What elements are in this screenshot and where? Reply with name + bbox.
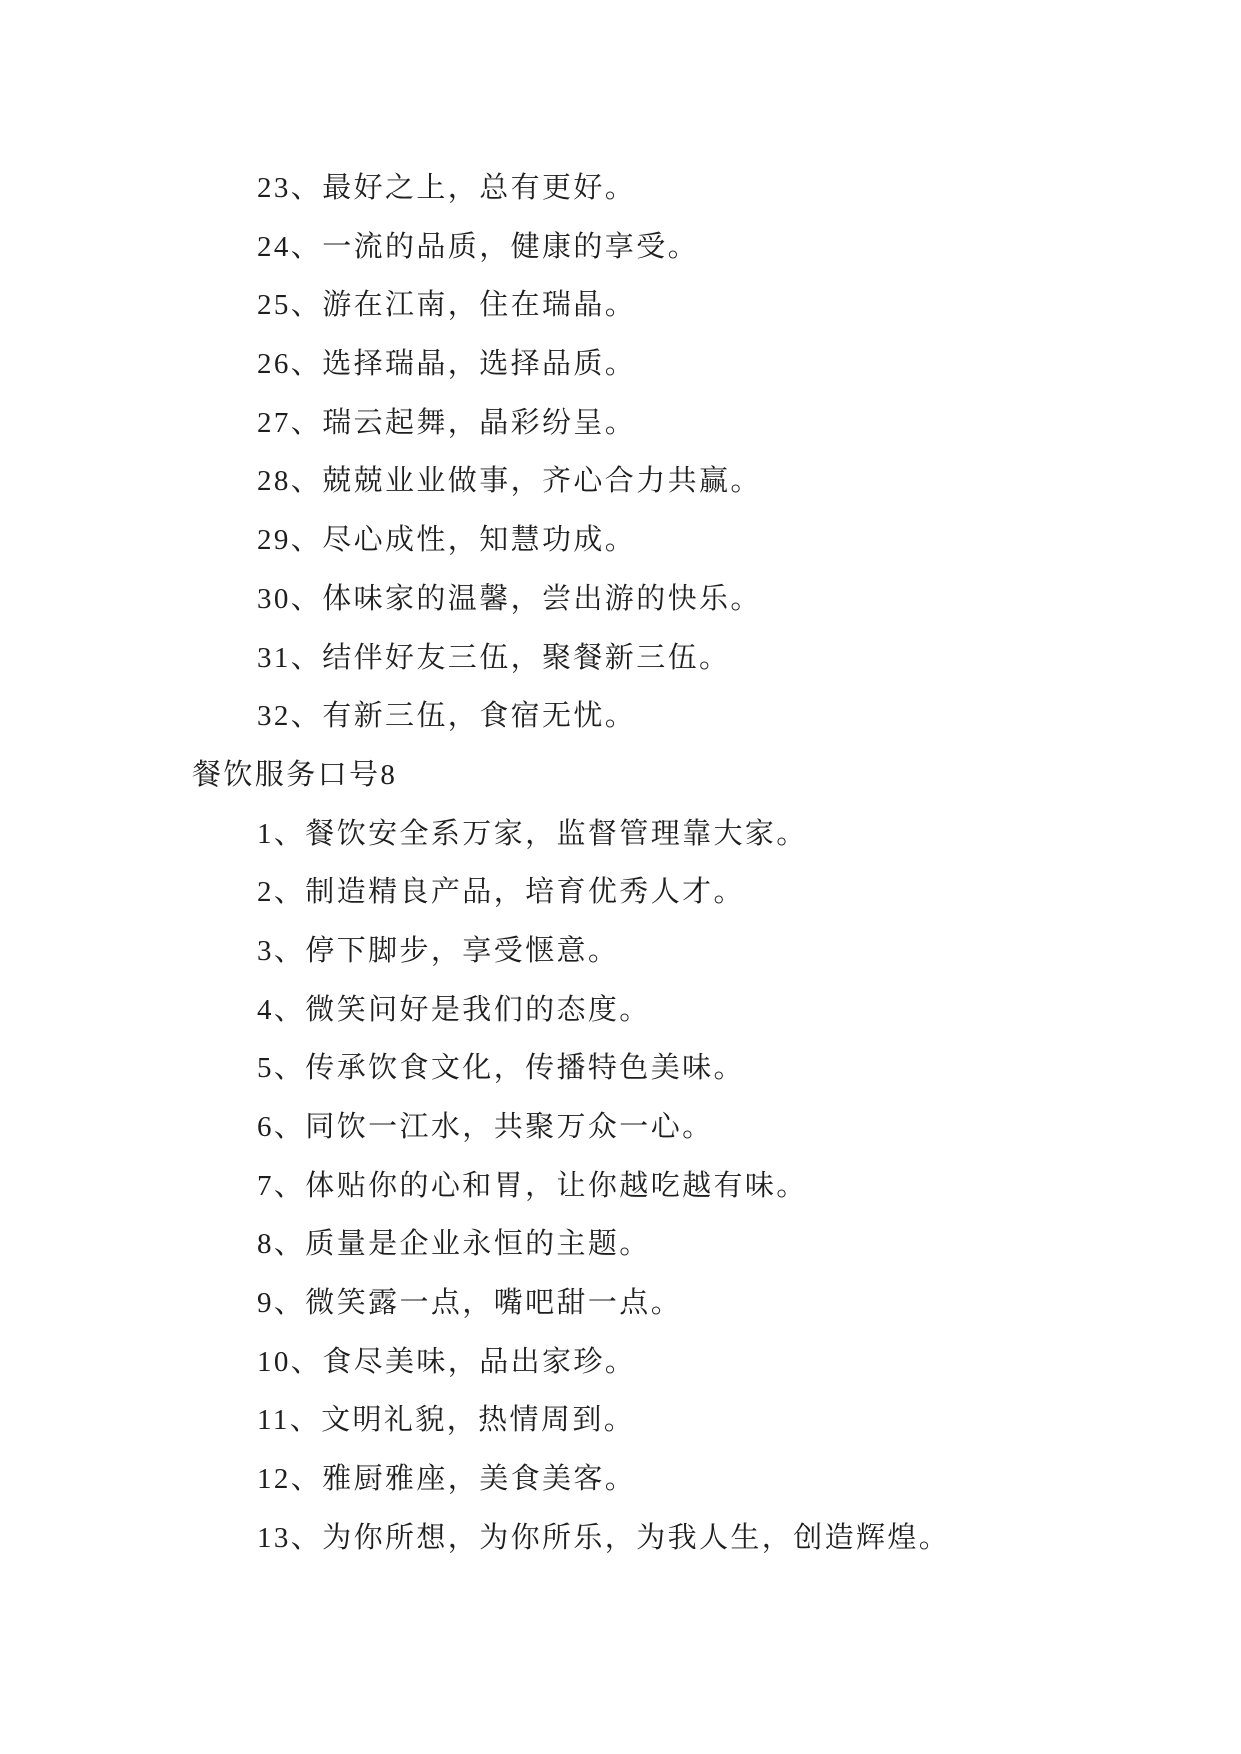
slogan-item: 4、微笑问好是我们的态度。 (257, 993, 651, 1026)
slogan-item: 29、尽心成性，知慧功成。 (257, 524, 637, 557)
slogan-item: 31、结伴好友三伍，聚餐新三伍。 (257, 641, 731, 674)
document-body (0, 159, 1241, 1568)
slogan-item: 24、一流的品质，健康的享受。 (257, 230, 700, 263)
slogan-item: 25、游在江南，住在瑞晶。 (257, 289, 637, 322)
slogan-item: 9、微笑露一点，嘴吧甜一点。 (257, 1287, 683, 1320)
slogan-item: 28、兢兢业业做事，齐心合力共赢。 (257, 465, 762, 498)
slogan-item: 1、餐饮安全系万家，监督管理靠大家。 (257, 817, 808, 850)
slogan-item: 13、为你所想，为你所乐，为我人生，创造辉煌。 (257, 1521, 951, 1554)
slogan-item: 11、文明礼貌，热情周到。 (257, 1404, 636, 1437)
section-heading: 餐饮服务口号8 (192, 758, 398, 791)
slogan-item: 30、体味家的温馨，尝出游的快乐。 (257, 582, 762, 615)
slogan-item: 26、选择瑞晶，选择品质。 (257, 348, 637, 381)
slogan-item: 3、停下脚步，享受惬意。 (257, 934, 620, 967)
slogan-item: 7、体贴你的心和胃，让你越吃越有味。 (257, 1169, 808, 1202)
slogan-item: 23、最好之上，总有更好。 (257, 172, 637, 204)
slogan-item: 2、制造精良产品，培育优秀人才。 (257, 876, 745, 909)
slogan-item: 6、同饮一江水，共聚万众一心。 (257, 1111, 714, 1143)
slogan-item: 10、食尽美味，品出家珍。 (257, 1345, 637, 1378)
slogan-item: 5、传承饮食文化，传播特色美味。 (257, 1052, 745, 1085)
slogan-item: 27、瑞云起舞，晶彩纷呈。 (257, 406, 637, 439)
slogan-item: 32、有新三伍，食宿无忧。 (257, 700, 637, 733)
slogan-item: 8、质量是企业永恒的主题。 (257, 1228, 651, 1261)
slogan-item: 12、雅厨雅座，美食美客。 (257, 1463, 637, 1496)
